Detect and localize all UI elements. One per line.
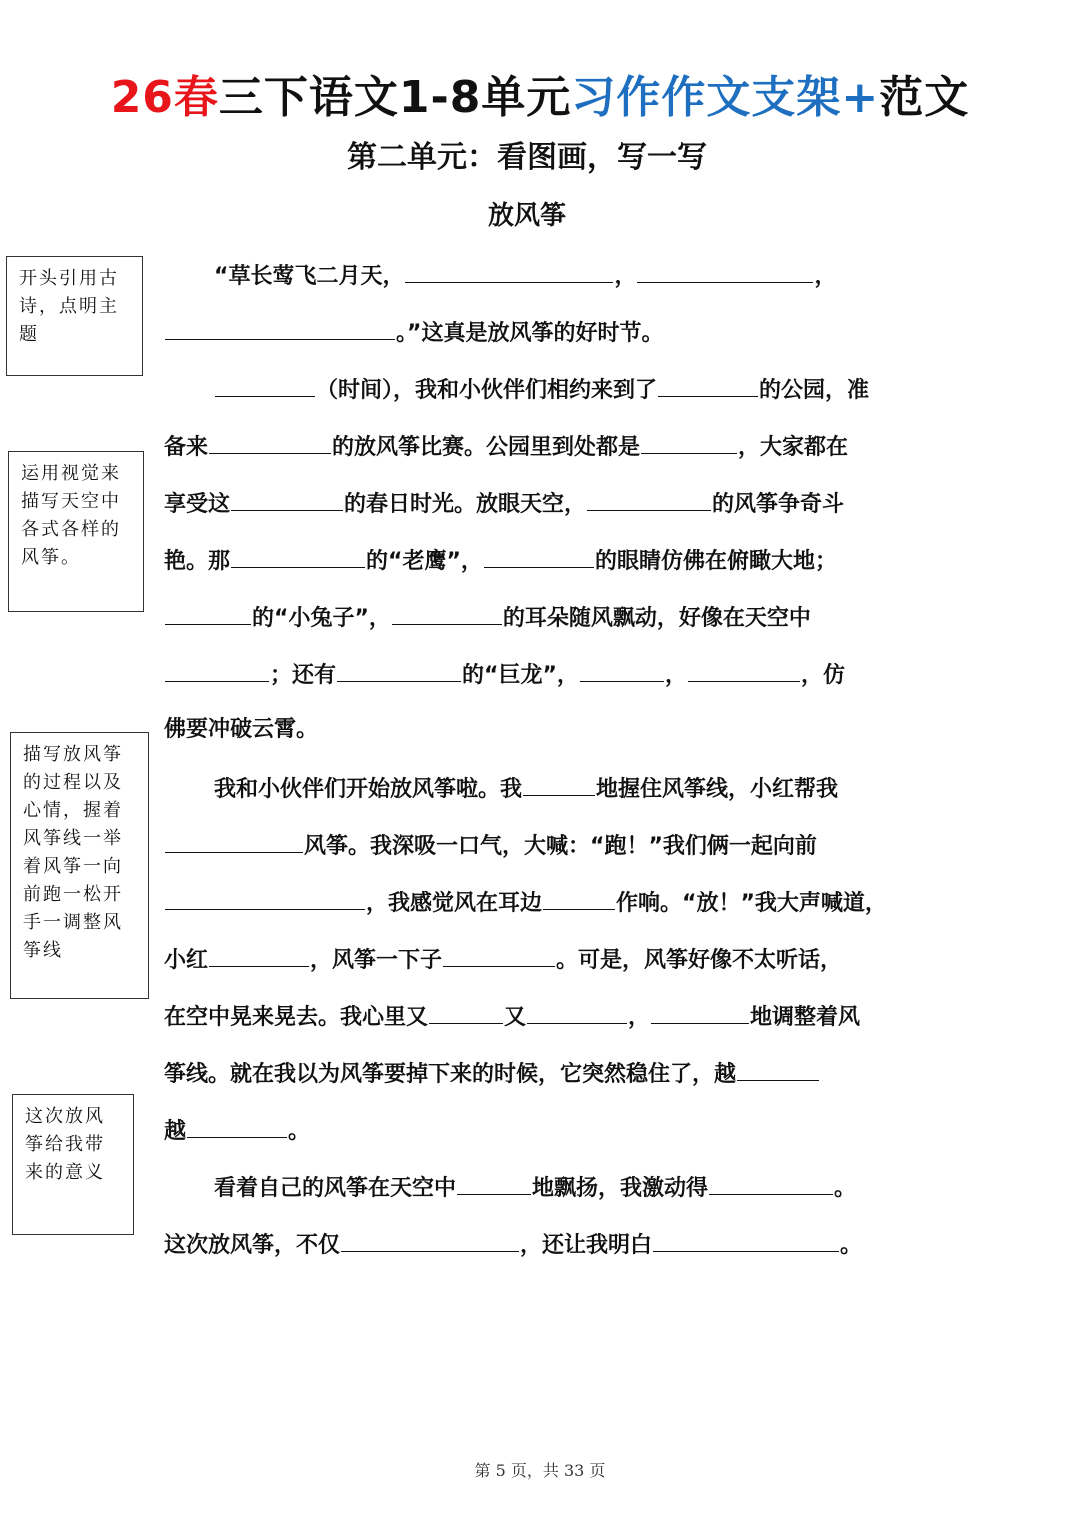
page-title: [0, 72, 1080, 124]
fill-blank[interactable]: [165, 824, 303, 853]
essay-line-14: 在空中晃来晃去。我心里又 又 ， 地调整着风: [164, 995, 924, 1035]
fill-blank[interactable]: [527, 995, 627, 1024]
title-part-3: 习作作文支架+: [571, 72, 880, 123]
side-note-opening: 开头引用古诗，点明主题: [6, 256, 143, 376]
title-part-4: 范文: [879, 72, 970, 123]
essay-line-11: 风筝。我深吸一口气，大喊：“跑！”我们俩一起向前: [164, 824, 924, 864]
essay-line-7: 的“小兔子”， 的耳朵随风飘动，好像在天空中: [164, 596, 924, 636]
essay-line-2: 。”这真是放风筝的好时节。: [164, 311, 924, 351]
fill-blank[interactable]: [209, 425, 331, 454]
fill-blank[interactable]: [484, 539, 594, 568]
page-number-footer: 第 5 页，共 33 页: [474, 1461, 606, 1480]
side-note-meaning: 这次放风筝给我带来的意义: [12, 1094, 134, 1235]
essay-line-10: 我和小伙伴们开始放风筝啦。我 地握住风筝线，小红帮我: [214, 767, 924, 807]
fill-blank[interactable]: [709, 1166, 833, 1195]
fill-blank[interactable]: [587, 482, 711, 511]
essay-line-3: （时间），我和小伙伴们相约来到了 的公园，准: [214, 368, 924, 408]
fill-blank[interactable]: [688, 653, 800, 682]
fill-blank[interactable]: [209, 938, 309, 967]
essay-line-17: 看着自己的风筝在天空中 地飘扬，我激动得 。: [214, 1166, 924, 1206]
fill-blank[interactable]: [651, 995, 749, 1024]
fill-blank[interactable]: [658, 368, 758, 397]
fill-blank[interactable]: [392, 596, 502, 625]
essay-line-1: “草长莺飞二月天， ， ，: [214, 254, 924, 294]
essay-line-16: 越 。: [164, 1109, 924, 1149]
essay-line-9: 佛要冲破云霄。: [164, 717, 319, 742]
fill-blank[interactable]: [637, 254, 813, 283]
fill-blank[interactable]: [737, 1052, 819, 1081]
fill-blank[interactable]: [653, 1223, 839, 1252]
fill-blank[interactable]: [543, 881, 615, 910]
essay-line-8: ；还有 的“巨龙”， ， ，仿: [164, 653, 924, 693]
fill-blank[interactable]: [165, 653, 269, 682]
essay-title: 放风筝: [487, 201, 566, 231]
fill-blank[interactable]: [429, 995, 503, 1024]
essay-line-5: 享受这 的春日时光。放眼天空， 的风筝争奇斗: [164, 482, 924, 522]
unit-subtitle: 第二单元：看图画，写一写: [347, 140, 707, 175]
essay-line-4: 备来 的放风筝比赛。公园里到处都是 ，大家都在: [164, 425, 924, 465]
essay-line-12: ，我感觉风在耳边 作响。“放！”我大声喊道，: [164, 881, 924, 921]
fill-blank[interactable]: [337, 653, 461, 682]
fill-blank[interactable]: [457, 1166, 531, 1195]
fill-blank[interactable]: [443, 938, 555, 967]
fill-blank[interactable]: [405, 254, 613, 283]
fill-blank[interactable]: [523, 767, 595, 796]
title-part-2: 三下语文1-8单元: [218, 72, 572, 123]
essay-line-13: 小红 ，风筝一下子 。可是，风筝好像不太听话，: [164, 938, 924, 978]
side-note-process: 描写放风筝的过程以及心情，握着风筝线一举着风筝一向前跑一松开手一调整风筝线: [10, 732, 149, 999]
fill-blank[interactable]: [580, 653, 664, 682]
fill-blank[interactable]: [165, 311, 395, 340]
essay-line-15: 筝线。就在我以为风筝要掉下来的时候，它突然稳住了，越: [164, 1052, 924, 1092]
fill-blank[interactable]: [215, 368, 315, 397]
fill-blank[interactable]: [231, 482, 343, 511]
fill-blank[interactable]: [641, 425, 737, 454]
fill-blank[interactable]: [187, 1109, 287, 1138]
fill-blank[interactable]: [341, 1223, 519, 1252]
fill-blank[interactable]: [165, 596, 251, 625]
essay-line-6: 艳。那 的“老鹰”， 的眼睛仿佛在俯瞰大地；: [164, 539, 924, 579]
fill-blank[interactable]: [165, 881, 365, 910]
side-note-visual: 运用视觉来描写天空中各式各样的风筝。: [8, 451, 144, 612]
title-part-1: 26春: [110, 72, 219, 123]
essay-line-18: 这次放风筝，不仅 ，还让我明白 。: [164, 1223, 924, 1263]
fill-blank[interactable]: [231, 539, 365, 568]
